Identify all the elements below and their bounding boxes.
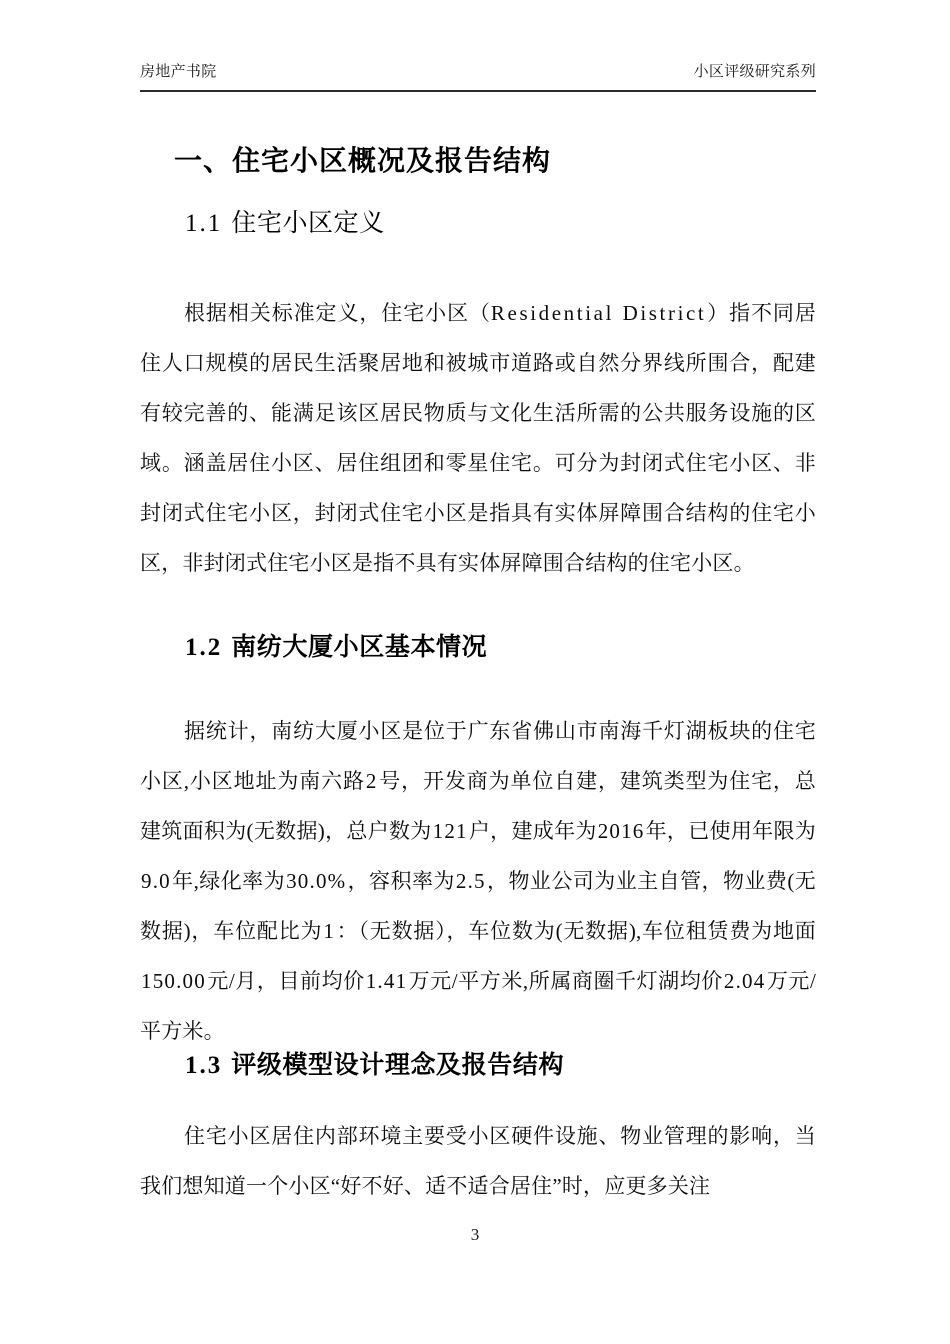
building-age: 9.0 — [141, 869, 171, 893]
subsection-heading-1-3 — [140, 1046, 816, 1085]
basic-text-j: 万元/平方米,所属商圈千灯湖均价 — [408, 969, 723, 993]
district-average-price: 2.04 — [723, 969, 766, 993]
subsection-number: 1.2 — [185, 634, 223, 661]
completion-year: 2016 — [597, 819, 645, 843]
basic-text-e: 年,绿化率为 — [171, 869, 286, 893]
definition-text-a: 根据相关标准定义，住宅小区（ — [184, 301, 491, 325]
paragraph-model-intro: 住宅小区居住内部环境主要受小区硬件设施、物业管理的影响，当我们想知道一个小区“好不好、适不适合居住”时，应更多关注 — [140, 1124, 816, 1198]
header-left-text: 房地产书院 — [140, 63, 217, 80]
parking-ratio: 1 — [323, 919, 336, 943]
subsection-heading-1-2 — [140, 628, 816, 667]
basic-text-c: 户，建成年为 — [468, 819, 597, 843]
definition-latin-term: Residential District — [490, 301, 707, 325]
average-price: 1.41 — [365, 969, 408, 993]
subsection-title: 南纺大厦小区基本情况 — [231, 633, 488, 661]
subsection-number: 1.3 — [185, 1052, 223, 1079]
basic-text-k: 万元/平方米。 — [140, 969, 816, 1043]
basic-text-i: 元/月，目前均价 — [206, 969, 365, 993]
basic-text-g: ，物业公司为业主自管，物业费(无数据)，车位配比为 — [140, 869, 816, 943]
green-rate: 30.0% — [286, 869, 347, 893]
basic-text-h: ：（无数据），车位数为(无数据),车位租赁费为地面 — [336, 919, 817, 943]
subsection-title: 评级模型设计理念及报告结构 — [231, 1051, 565, 1079]
basic-text-d: 年，已使用年限为 — [645, 819, 816, 843]
subsection-title: 住宅小区定义 — [231, 209, 385, 237]
basic-text-a: 据统计，南纺大厦小区是位于广东省佛山市南海千灯湖板块的住宅小区,小区地址为南六路 — [140, 719, 816, 793]
header-divider — [140, 90, 816, 92]
basic-text-b: 号，开发商为单位自建，建筑类型为住宅，总建筑面积为(无数据)，总户数为 — [140, 769, 817, 843]
section-heading-1: 一、住宅小区概况及报告结构 — [174, 145, 552, 176]
subsection-heading-1-1 — [140, 204, 816, 243]
address-number: 2 — [365, 769, 378, 793]
paragraph-basic-info — [140, 706, 816, 1056]
household-count: 121 — [432, 819, 468, 843]
page-number: 3 — [470, 1225, 480, 1244]
parking-fee: 150.00 — [141, 969, 206, 993]
paragraph-definition — [140, 288, 816, 588]
subsection-number: 1.1 — [185, 210, 223, 237]
definition-text-b: ）指不同居住人口规模的居民生活聚居地和被城市道路或自然分界线所围合，配建有较完善的、能满足该区居民物质与文化生活所需的公共服务设施的区域。涵盖居住小区、居住组团和零星住宅。可分为封闭式住宅小区、非封闭式住宅小区，封闭式住宅小区是指具有实体屏障围合结构的住宅小区，非封闭式住宅小区是指不具有实体屏障围合结构的住宅小区。 — [140, 301, 816, 575]
basic-text-f: ，容积率为 — [347, 869, 455, 893]
header-right-text: 小区评级研究系列 — [693, 63, 816, 80]
floor-area-ratio: 2.5 — [455, 869, 486, 893]
running-header — [140, 62, 816, 82]
